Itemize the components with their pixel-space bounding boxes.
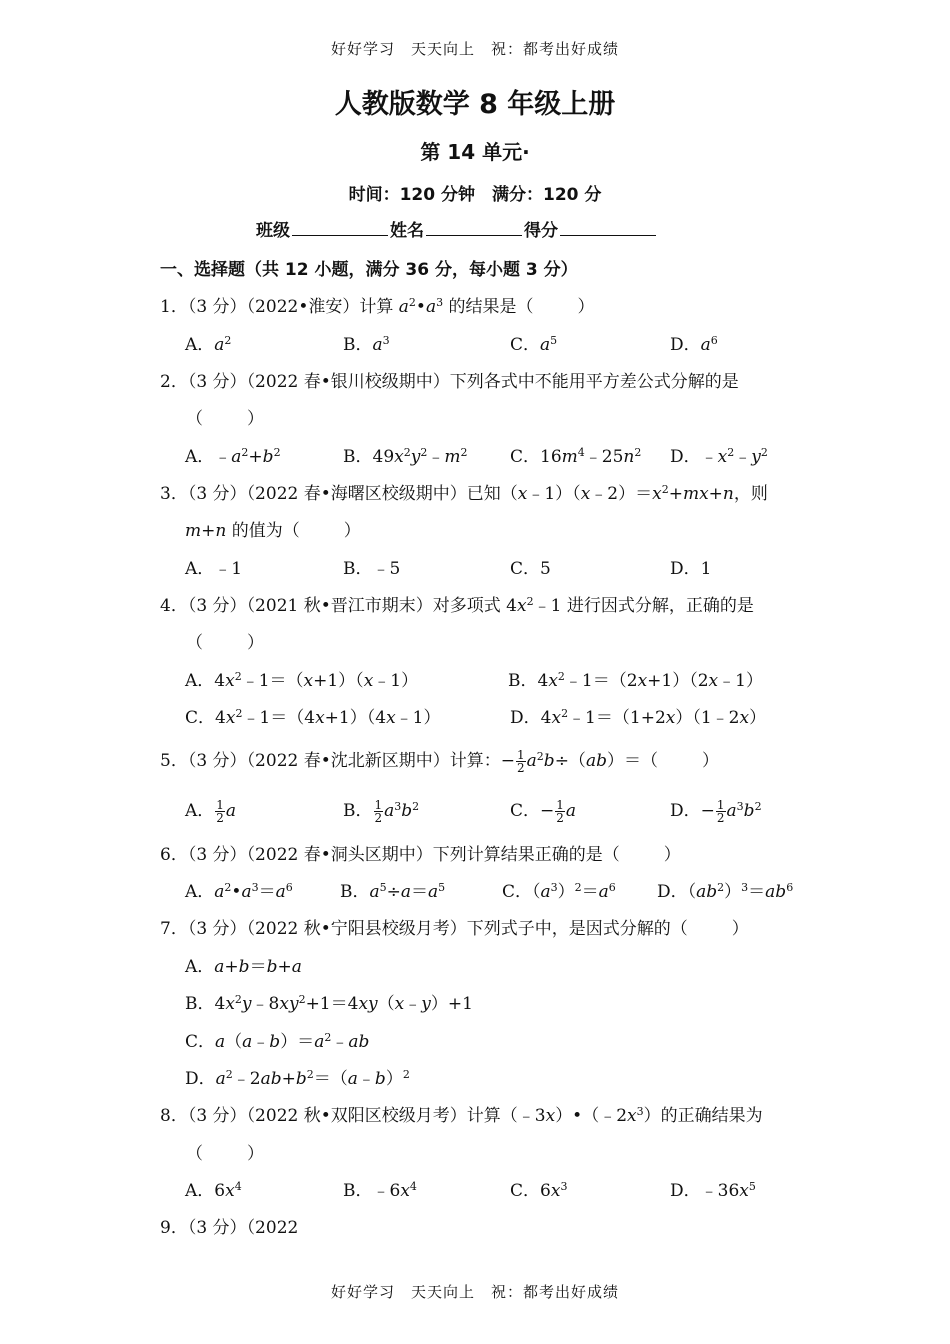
question-2: 2．（3 分）（2022 春•银川校级期中）下列各式中不能用平方差公式分解的是 <box>160 372 739 392</box>
page-header: 好好学习 天天向上 祝：都考出好成绩 <box>330 40 619 58</box>
question-4: 4．（3 分）（2021 秋•晋江市期末）对多项式 $4x^2﹣1$ 进行因式分解，正确的是 <box>160 595 754 616</box>
question-3: 3．（3 分）（2022 春•海曙区校级期中）已知$(x﹣1)(x﹣2)=x^2+mx+n$，则 <box>160 483 768 504</box>
time-info: 时间：120 分钟 满分：120 分 <box>348 185 602 205</box>
q5-option-d: D．− $\frac{1}{2}$ $a^3b^2$ <box>670 798 762 825</box>
score-blank <box>560 219 656 236</box>
question-6: 6．（3 分）（2022 春•洞头区期中）下列计算结果正确的是（ ） <box>160 845 681 865</box>
q1-option-b: B．$a^3$ <box>343 334 390 355</box>
score-label: 得分 <box>524 221 558 241</box>
q4-option-c: C．$4x^2﹣1=(4x+1)(4x﹣1)$ <box>185 707 441 728</box>
q3-option-c: C．5 <box>510 559 551 579</box>
q7-option-d: D．$a^2﹣2ab+b^2=(a﹣b)^2$ <box>185 1068 410 1089</box>
question-4-blank: （ ） <box>186 633 264 653</box>
question-1: 1．（3 分）（2022•淮安）计算 $a^2•a^3$ 的结果是（ ） <box>160 296 595 317</box>
q4-option-b: B．$4x^2﹣1=(2x+1)(2x﹣1)$ <box>508 670 763 691</box>
q8-option-a: A．$6x^4$ <box>185 1180 242 1201</box>
name-label: 姓名 <box>390 221 424 241</box>
page-footer: 好好学习 天天向上 祝：都考出好成绩 <box>330 1283 619 1301</box>
document-title: 人教版数学 8 年级上册 <box>334 89 616 120</box>
q3-option-a: A．﹣1 <box>185 559 243 579</box>
q5-option-a: A． $\frac{1}{2}$ a <box>185 798 237 825</box>
q1-option-d: D．$a^6$ <box>670 334 718 355</box>
q3-option-b: B．﹣5 <box>343 559 401 579</box>
section-heading: 一、选择题（共 12 小题，满分 36 分，每小题 3 分） <box>160 260 578 280</box>
class-fields <box>256 216 658 241</box>
q5-option-c: C．− $\frac{1}{2}$ a <box>510 798 577 825</box>
class-label: 班级 <box>256 221 290 241</box>
q4-option-d: D．$4x^2﹣1=(1+2x)(1﹣2x)$ <box>510 707 767 728</box>
q6-option-b: B．$a^5\div a=a^5$ <box>340 881 446 902</box>
q2-option-b: B．$49x^2y^2﹣m^2$ <box>343 446 468 467</box>
q2-option-d: D．$﹣x^2﹣y^2$ <box>670 446 768 467</box>
q1-option-c: C．$a^5$ <box>510 334 558 355</box>
question-3-line2: m+n 的值为（ ） <box>185 521 361 541</box>
question-7: 7．（3 分）（2022 秋•宁阳县校级月考）下列式子中，是因式分解的（ ） <box>160 919 749 939</box>
q4-option-a: A．$4x^2﹣1=(x+1)(x﹣1)$ <box>185 670 419 691</box>
q3-option-d: D．1 <box>670 559 712 579</box>
q6-option-c: C．$(a^3)^2=a^6$ <box>502 881 616 902</box>
q1-option-a: A．$a^2$ <box>185 334 232 355</box>
q7-option-a: A．a+b＝b+a <box>185 957 302 977</box>
q2-option-a: A．$﹣a^2+b^2$ <box>185 446 281 467</box>
q6-option-a: A．$a^2•a^3=a^6$ <box>185 881 293 902</box>
q6-option-d: D．$(ab^2)^3=ab^6$ <box>657 881 794 902</box>
question-8-blank: （ ） <box>186 1144 264 1164</box>
q2-option-c: C．$16m^4﹣25n^2$ <box>510 446 642 467</box>
q8-option-c: C．$6x^3$ <box>510 1180 568 1201</box>
question-8: 8．（3 分）（2022 秋•双阳区校级月考）计算$(﹣3x)•(﹣2x^3)$的正确结果为 <box>160 1105 763 1126</box>
question-5: 5．（3 分）（2022 春•沈北新区期中）计算：− $\frac{1}{2}$ $a^2b\div(ab)=$（ ） <box>160 748 719 775</box>
question-2-blank: （ ） <box>186 409 264 429</box>
unit-title: 第 14 单元· <box>420 140 530 164</box>
q5-option-b: B． $\frac{1}{2}$ $a^3b^2$ <box>343 798 420 825</box>
class-blank <box>292 219 388 236</box>
q7-option-b: B．$4x^2y﹣8xy^2+1=4xy(x﹣y)+1$ <box>185 993 473 1014</box>
q7-option-c: C．$a(a﹣b)=a^2﹣ab$ <box>185 1031 370 1052</box>
name-blank <box>426 219 522 236</box>
q8-option-b: B．$﹣6x^4$ <box>343 1180 417 1201</box>
q8-option-d: D．$﹣36x^5$ <box>670 1180 756 1201</box>
question-9: 9．（3 分）（2022 <box>160 1218 299 1238</box>
